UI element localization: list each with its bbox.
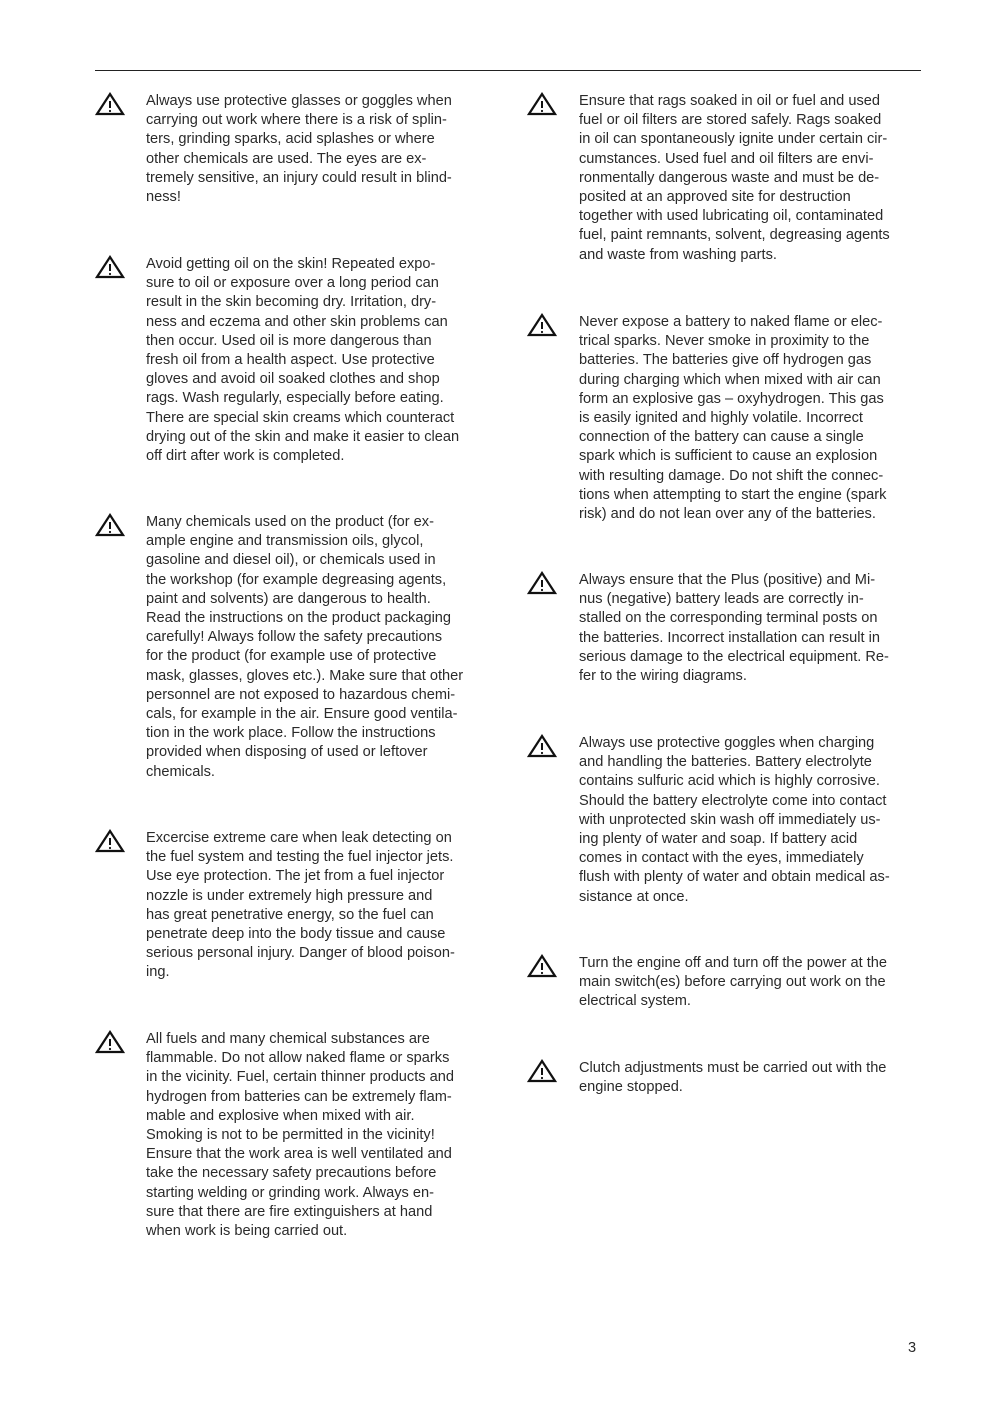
warning-text: Excercise extreme care when leak detecting on the fuel system and testing the fuel injector jets. Use eye protection. The jet from a fuel injector nozzle is under extremely high pressure and has great penetrative energy, so the fuel can penetrate deep into the body tissue and cause serious personal injury. Danger of blood poison- ing.	[146, 830, 455, 981]
warning-text: Never expose a battery to naked flame or elec- trical sparks. Never smoke in proximity to the batteries. The batteries give off hydrogen gas during charging which when mixed with air can form an explosive gas – oxyhydrogen. This gas is easily ignited and highly volatile. Incorrect connection of the battery can cause a single spark which is sufficient to cause an explosion with resulting damage. Do not shift the connec- tions when attempting to start the engine (spark risk) and do not lean over any of the batteries.	[579, 314, 887, 523]
warning-item	[95, 1030, 495, 1241]
page-number: 3	[908, 1340, 917, 1356]
warning-item	[95, 255, 495, 466]
warning-item	[527, 313, 922, 524]
warning-text: Many chemicals used on the product (for ex- ample engine and transmission oils, glycol, gasoline and diesel oil), or chemicals used in the workshop (for example degreasing agents, paint and solvents) are dangerous to health. Read the instructions on the product packaging carefully! Always follow the safety precautions for the product (for example use of protective mask, glasses, gloves etc.). Make sure that other personnel are not exposed to hazardous chemi- cals, for example in the air. Ensure good ventila- tion in the work place. Follow the instructions provided when disposing of used or leftover chemicals.	[146, 514, 464, 780]
warning-text: Clutch adjustments must be carried out with the engine stopped.	[579, 1060, 887, 1096]
warning-text: Always use protective goggles when charging and handling the batteries. Battery electrolyte contains sulfuric acid which is highly corrosive. Should the battery electrolyte come into contact with unprotected skin wash off immediately us- ing plenty of water and soap. If battery acid comes in contact with the eyes, immediately flush with plenty of water and obtain medical as- sistance at once.	[579, 735, 890, 905]
warning-triangle-icon	[95, 1030, 125, 1054]
warning-triangle-icon	[95, 255, 125, 279]
warning-text: Turn the engine off and turn off the power at the main switch(es) before carrying out work on the electrical system.	[579, 955, 888, 1010]
warning-item	[527, 954, 922, 1012]
warning-triangle-icon	[527, 313, 557, 337]
warning-triangle-icon	[527, 571, 557, 595]
warning-text: Avoid getting oil on the skin! Repeated expo- sure to oil or exposure over a long period can result in the skin becoming dry. Irritation, dry- ness and eczema and other skin problems can then occur. Used oil is more dangerous than fresh oil from a health aspect. Use protective gloves and avoid oil soaked clothes and shop rags. Wash regularly, especially before eating. There are special skin creams which counteract drying out of the skin and make it easier to clean off dirt after work is completed.	[146, 256, 460, 465]
warning-triangle-icon	[527, 1059, 557, 1083]
warning-item	[527, 1059, 922, 1097]
warning-text: Always ensure that the Plus (positive) and Mi- nus (negative) battery leads are correctly in- stalled on the corresponding terminal posts on the batteries. Incorrect installation can result in serious damage to the electrical equipment. Re- fer to the wiring diagrams.	[579, 572, 889, 685]
warning-item	[95, 829, 495, 983]
warning-text: Ensure that rags soaked in oil or fuel and used fuel or oil filters are stored safely. Rags soaked in oil can spontaneously ignite under certain cir- cumstances. Used fuel and oil filters are envi- ronmentally dangerous waste and must be de- posited at an approved site for destruction together with used lubricating oil, contaminated fuel, paint remnants, solvent, degreasing agents and waste from washing parts.	[579, 93, 890, 263]
warning-item	[95, 92, 495, 207]
warning-triangle-icon	[95, 829, 125, 853]
warning-text: All fuels and many chemical substances are flammable. Do not allow naked flame or sparks in the vicinity. Fuel, certain thinner products and hydrogen from batteries can be extremely flam- mable and explosive when mixed with air. Smoking is not to be permitted in the vicinity! Ensure that the work area is well ventilated and take the necessary safety precautions before starting welding or grinding work. Always en- sure that there are fire extinguishers at hand when work is being carried out.	[146, 1031, 454, 1240]
warning-triangle-icon	[527, 734, 557, 758]
warning-triangle-icon	[527, 92, 557, 116]
warning-item	[527, 92, 922, 265]
warning-triangle-icon	[527, 954, 557, 978]
warning-item	[527, 571, 922, 686]
top-rule	[95, 70, 921, 71]
warning-triangle-icon	[95, 92, 125, 116]
warning-item	[95, 513, 495, 782]
warning-item	[527, 734, 922, 907]
warning-triangle-icon	[95, 513, 125, 537]
warning-text: Always use protective glasses or goggles when carrying out work where there is a risk of splin- ters, grinding sparks, acid splashes or where other chemicals are used. The eyes are ex- tremely sensitive, an injury could result in blind- ness!	[146, 93, 452, 206]
